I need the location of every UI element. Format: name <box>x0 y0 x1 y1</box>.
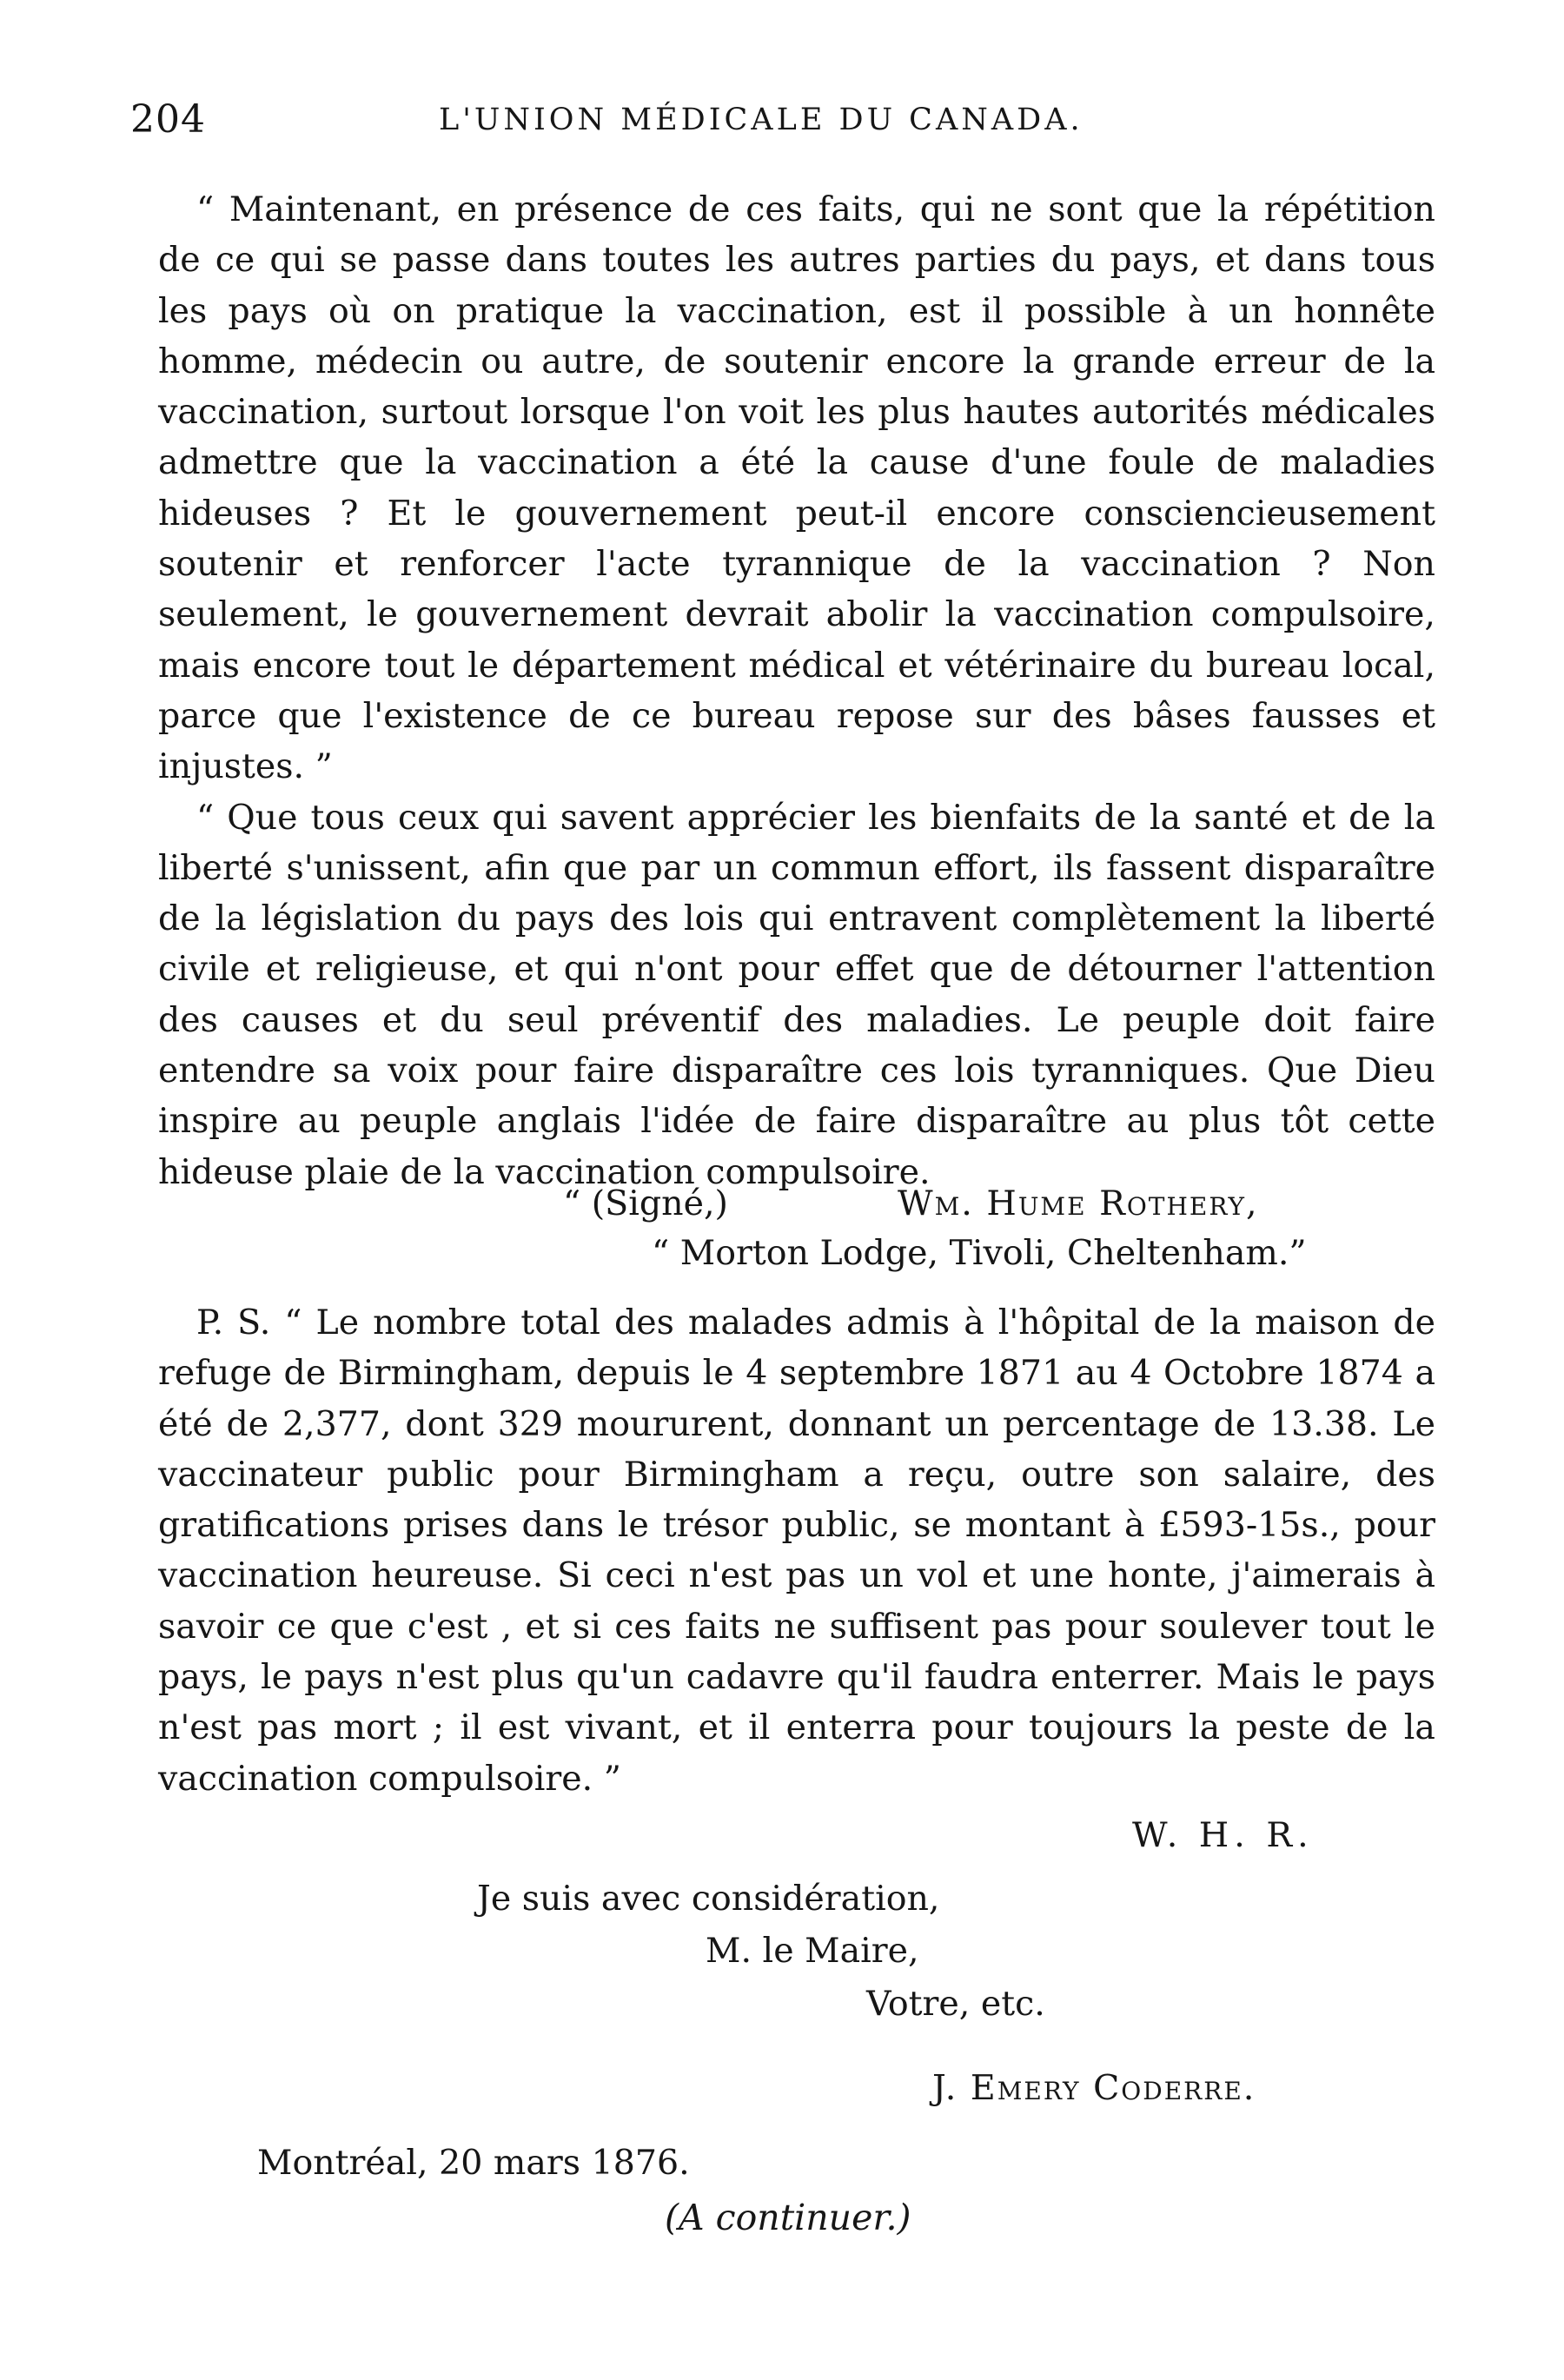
closing-line-3: Votre, etc. <box>866 1984 1045 2024</box>
place-date: Montréal, 20 mars 1876. <box>257 2143 690 2183</box>
closing-line-2: M. le Maire, <box>706 1931 919 1971</box>
running-title: L'UNION MÉDICALE DU CANADA. <box>439 103 1084 137</box>
to-be-continued: (A continuer.) <box>665 2197 911 2238</box>
quoted-paragraph-1: “ Maintenant, en présence de ces faits, qui ne sont que la répétition de ce qui se passe dans toutes les autres parties du pays, et dans tous les pays où on pratique la vaccination, est il possible à un honnête homme, médecin ou autre, de soutenir encore la grande erreur de la vaccination, surtout lorsque l'on voit les plus hautes autorités médicales admettre que la vaccination a été la cause d'une foule de maladies hideuses ? Et le gouvernement peut-il encore consciencieusement soutenir et renforcer l'acte tyrannique de la vaccination ? Non seulement, le gouvernement devrait abolir la vaccination compulsoire, mais encore tout le département médical et vétérinaire du bureau local, parce que l'existence de ce bureau repose sur des bâses fausses et injustes. ” <box>158 189 1435 787</box>
signatory-address: “ Morton Lodge, Tivoli, Cheltenham.” <box>652 1233 1307 1273</box>
postscript-paragraph: P. S. “ Le nombre total des malades admis à l'hôpital de la maison de refuge de Birmingham, depuis le 4 septembre 1871 au 4 Octobre 1874 a été de 2,377, dont 329 moururent, donnant un percentage de 13.38. Le vaccinateur public pour Birmingham a reçu, outre son salaire, des gratifications prises dans le trésor public, se montant à £593-15s., pour vaccination heureuse. Si ceci n'est pas un vol et une honte, j'aimerais à savoir ce que c'est , et si ces faits ne suffisent pas pour soulever tout le pays, le pays n'est plus qu'un cadavre qu'il faudra enterrer. Mais le pays n'est pas mort ; il est vivant, et il enterra pour toujours la peste de la vaccination compulsoire. ” <box>158 1303 1435 1799</box>
signatory-name: Wm. Hume Rothery, <box>898 1183 1259 1223</box>
closing-line-1: Je suis avec considération, <box>477 1879 940 1919</box>
signed-marker: “ (Signé,) <box>563 1183 728 1223</box>
signature-initials: W. H. R. <box>1132 1815 1314 1855</box>
page-header <box>130 97 1434 149</box>
quoted-paragraph-2: “ Que tous ceux qui savent apprécier les bienfaits de la santé et de la liberté s'unissent, afin que par un commun effort, ils fassent disparaître de la législation du pays des lois qui entravent complètement la liberté civile et religieuse, et qui n'ont pour effet que de détourner l'attention des causes et du seul préventif des maladies. Le peuple doit faire entendre sa voix pour faire disparaître ces lois tyranniques. Que Dieu inspire au peuple anglais l'idée de faire disparaître au plus tôt cette hideuse plaie de la vaccination compulsoire. <box>158 797 1435 1192</box>
article-body <box>158 184 1435 1197</box>
page-number: 204 <box>130 97 206 142</box>
closing-author: J. Emery Coderre. <box>932 2068 1256 2108</box>
postscript-block <box>158 1297 1435 1804</box>
